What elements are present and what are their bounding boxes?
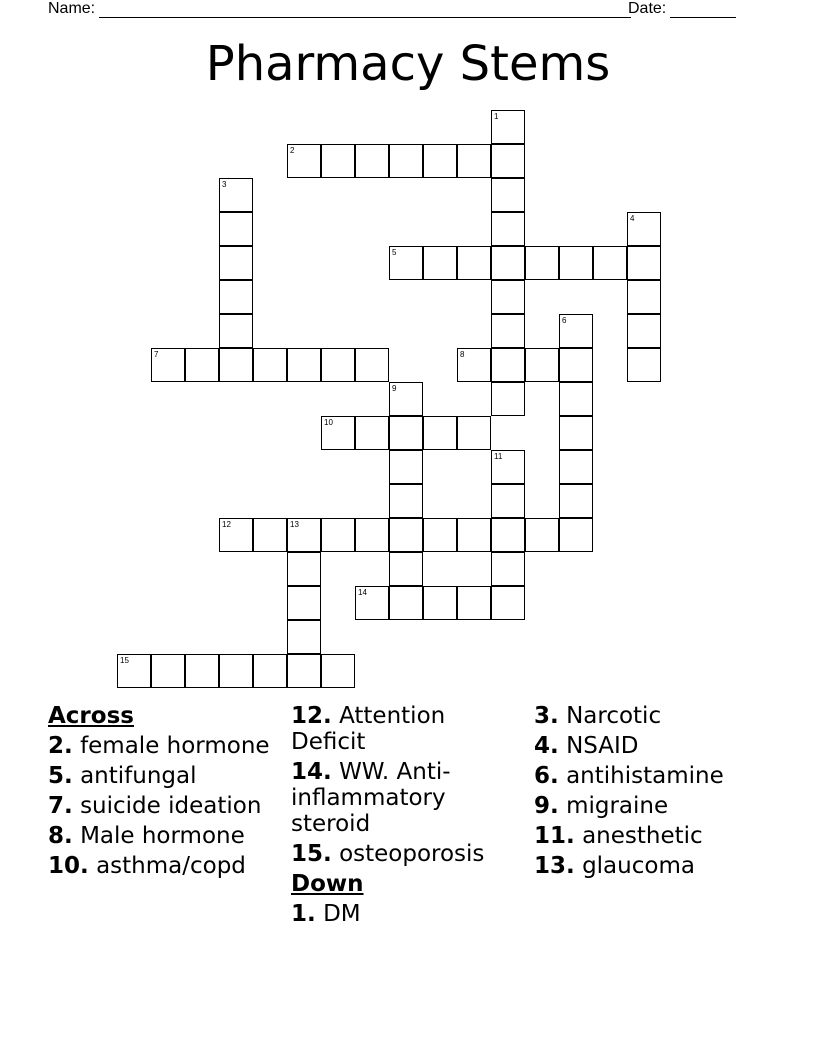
grid-cell[interactable]	[491, 586, 525, 620]
grid-cell[interactable]	[355, 586, 389, 620]
grid-cell[interactable]	[491, 484, 525, 518]
grid-cell[interactable]	[423, 416, 457, 450]
grid-cell[interactable]	[287, 348, 321, 382]
clue-number-label: 11	[494, 452, 503, 461]
clue-text: WW. Anti-inflammatory steroid	[291, 759, 451, 837]
clue-number-label: 13	[290, 520, 299, 529]
grid-cell[interactable]	[389, 416, 423, 450]
clues-column-1	[48, 703, 273, 883]
grid-cell[interactable]	[389, 518, 423, 552]
name-field[interactable]	[99, 3, 631, 18]
clue-text: anesthetic	[582, 823, 703, 849]
grid-cell[interactable]	[457, 518, 491, 552]
name-date-line	[48, 0, 667, 18]
down-heading: Down	[291, 871, 364, 897]
grid-cell[interactable]	[321, 144, 355, 178]
grid-cell[interactable]	[219, 212, 253, 246]
clue-number: 2.	[48, 733, 73, 759]
clue-text: glaucoma	[582, 853, 695, 879]
grid-cell[interactable]	[491, 518, 525, 552]
across-clue-12	[291, 703, 521, 755]
grid-cell[interactable]	[491, 110, 525, 144]
grid-cell[interactable]	[151, 654, 185, 688]
grid-cell[interactable]	[321, 416, 355, 450]
clue-number-label: 12	[222, 520, 231, 529]
grid-cell[interactable]	[321, 518, 355, 552]
grid-cell[interactable]	[389, 586, 423, 620]
grid-cell[interactable]	[117, 654, 151, 688]
date-field[interactable]	[670, 3, 736, 18]
across-clue-15	[291, 841, 521, 867]
grid-cell[interactable]	[627, 348, 661, 382]
down-clue-4	[534, 733, 774, 759]
grid-cell[interactable]	[253, 654, 287, 688]
across-clue-7	[48, 793, 273, 819]
grid-cell[interactable]	[389, 144, 423, 178]
across-heading: Across	[48, 703, 134, 729]
down-clue-1	[291, 901, 521, 927]
date-group	[628, 0, 736, 18]
clue-text: female hormone	[80, 733, 270, 759]
across-clue-2	[48, 733, 273, 759]
grid-cell[interactable]	[491, 552, 525, 586]
down-clue-13	[534, 853, 774, 879]
clue-number-label: 3	[222, 180, 227, 189]
grid-cell[interactable]	[423, 144, 457, 178]
grid-cell[interactable]	[559, 484, 593, 518]
across-clue-8	[48, 823, 273, 849]
clue-number: 14.	[291, 759, 332, 785]
grid-cell[interactable]	[423, 246, 457, 280]
grid-cell[interactable]	[219, 314, 253, 348]
clue-number: 13.	[534, 853, 575, 879]
clue-number: 3.	[534, 703, 559, 729]
grid-cell[interactable]	[491, 144, 525, 178]
grid-cell[interactable]	[491, 246, 525, 280]
across-clue-5	[48, 763, 273, 789]
across-clue-14	[291, 759, 521, 837]
clue-number: 7.	[48, 793, 73, 819]
grid-cell[interactable]	[491, 314, 525, 348]
grid-cell[interactable]	[559, 518, 593, 552]
grid-cell[interactable]	[355, 416, 389, 450]
clue-text: antifungal	[80, 763, 197, 789]
grid-cell[interactable]	[559, 348, 593, 382]
grid-cell[interactable]	[525, 518, 559, 552]
grid-cell[interactable]	[321, 654, 355, 688]
grid-cell[interactable]	[389, 246, 423, 280]
grid-cell[interactable]	[491, 280, 525, 314]
grid-cell[interactable]	[185, 654, 219, 688]
clue-number-label: 1	[494, 112, 499, 121]
clue-number: 8.	[48, 823, 73, 849]
grid-cell[interactable]	[593, 246, 627, 280]
clue-number: 9.	[534, 793, 559, 819]
clue-number-label: 15	[120, 656, 129, 665]
clue-number-label: 5	[392, 248, 397, 257]
clue-text: Attention Deficit	[291, 703, 446, 755]
clue-number: 12.	[291, 703, 332, 729]
grid-cell[interactable]	[287, 654, 321, 688]
grid-cell[interactable]	[219, 178, 253, 212]
grid-cell[interactable]	[321, 348, 355, 382]
grid-cell[interactable]	[185, 348, 219, 382]
clue-number-label: 10	[324, 418, 333, 427]
clue-number: 10.	[48, 853, 89, 879]
clue-number-label: 9	[392, 384, 397, 393]
grid-cell[interactable]	[219, 518, 253, 552]
grid-cell[interactable]	[287, 518, 321, 552]
grid-cell[interactable]	[559, 382, 593, 416]
grid-cell[interactable]	[423, 518, 457, 552]
clue-number-label: 8	[460, 350, 465, 359]
grid-cell[interactable]	[389, 450, 423, 484]
grid-cell[interactable]	[457, 144, 491, 178]
grid-cell[interactable]	[287, 552, 321, 586]
grid-cell[interactable]	[219, 280, 253, 314]
grid-cell[interactable]	[627, 246, 661, 280]
clue-number: 5.	[48, 763, 73, 789]
clue-number-label: 14	[358, 588, 367, 597]
grid-cell[interactable]	[491, 450, 525, 484]
grid-cell[interactable]	[627, 212, 661, 246]
grid-cell[interactable]	[559, 314, 593, 348]
clue-number-label: 7	[154, 350, 159, 359]
down-clue-11	[534, 823, 774, 849]
clue-text: Male hormone	[80, 823, 245, 849]
grid-cell[interactable]	[287, 144, 321, 178]
grid-cell[interactable]	[457, 348, 491, 382]
name-label: Name:	[48, 0, 96, 17]
grid-cell[interactable]	[253, 518, 287, 552]
clue-number: 11.	[534, 823, 575, 849]
clue-number: 1.	[291, 901, 316, 927]
clue-number: 15.	[291, 841, 332, 867]
clue-text: antihistamine	[566, 763, 724, 789]
clue-number: 6.	[534, 763, 559, 789]
grid-cell[interactable]	[525, 246, 559, 280]
grid-cell[interactable]	[491, 212, 525, 246]
grid-cell[interactable]	[219, 348, 253, 382]
clue-number-label: 2	[290, 146, 295, 155]
grid-cell[interactable]	[389, 382, 423, 416]
clue-number-label: 6	[562, 316, 567, 325]
grid-cell[interactable]	[627, 314, 661, 348]
date-label: Date:	[628, 0, 667, 17]
grid-cell[interactable]	[491, 178, 525, 212]
clue-text: osteoporosis	[339, 841, 485, 867]
grid-cell[interactable]	[355, 144, 389, 178]
grid-cell[interactable]	[287, 620, 321, 654]
grid-cell[interactable]	[525, 348, 559, 382]
clue-number: 4.	[534, 733, 559, 759]
grid-cell[interactable]	[559, 246, 593, 280]
clue-text: migraine	[566, 793, 669, 819]
down-clue-9	[534, 793, 774, 819]
clue-text: Narcotic	[566, 703, 662, 729]
grid-cell[interactable]	[559, 416, 593, 450]
grid-cell[interactable]	[457, 416, 491, 450]
clue-text: suicide ideation	[80, 793, 262, 819]
clues-column-2	[291, 703, 521, 931]
clue-text: DM	[323, 901, 361, 927]
grid-cell[interactable]	[355, 518, 389, 552]
grid-cell[interactable]	[559, 450, 593, 484]
grid-cell[interactable]	[457, 586, 491, 620]
down-clue-6	[534, 763, 774, 789]
grid-cell[interactable]	[355, 348, 389, 382]
grid-cell[interactable]	[219, 654, 253, 688]
page-title: Pharmacy Stems	[205, 36, 611, 92]
grid-cell[interactable]	[457, 246, 491, 280]
down-clue-3	[534, 703, 774, 729]
clue-text: NSAID	[566, 733, 639, 759]
grid-cell[interactable]	[219, 246, 253, 280]
grid-cell[interactable]	[287, 586, 321, 620]
grid-cell[interactable]	[491, 382, 525, 416]
grid-cell[interactable]	[151, 348, 185, 382]
across-clue-10	[48, 853, 273, 879]
clues-column-3	[534, 703, 774, 883]
grid-cell[interactable]	[423, 586, 457, 620]
grid-cell[interactable]	[389, 484, 423, 518]
clue-number-label: 4	[630, 214, 635, 223]
grid-cell[interactable]	[389, 552, 423, 586]
grid-cell[interactable]	[491, 348, 525, 382]
grid-cell[interactable]	[253, 348, 287, 382]
clue-text: asthma/copd	[96, 853, 246, 879]
grid-cell[interactable]	[627, 280, 661, 314]
